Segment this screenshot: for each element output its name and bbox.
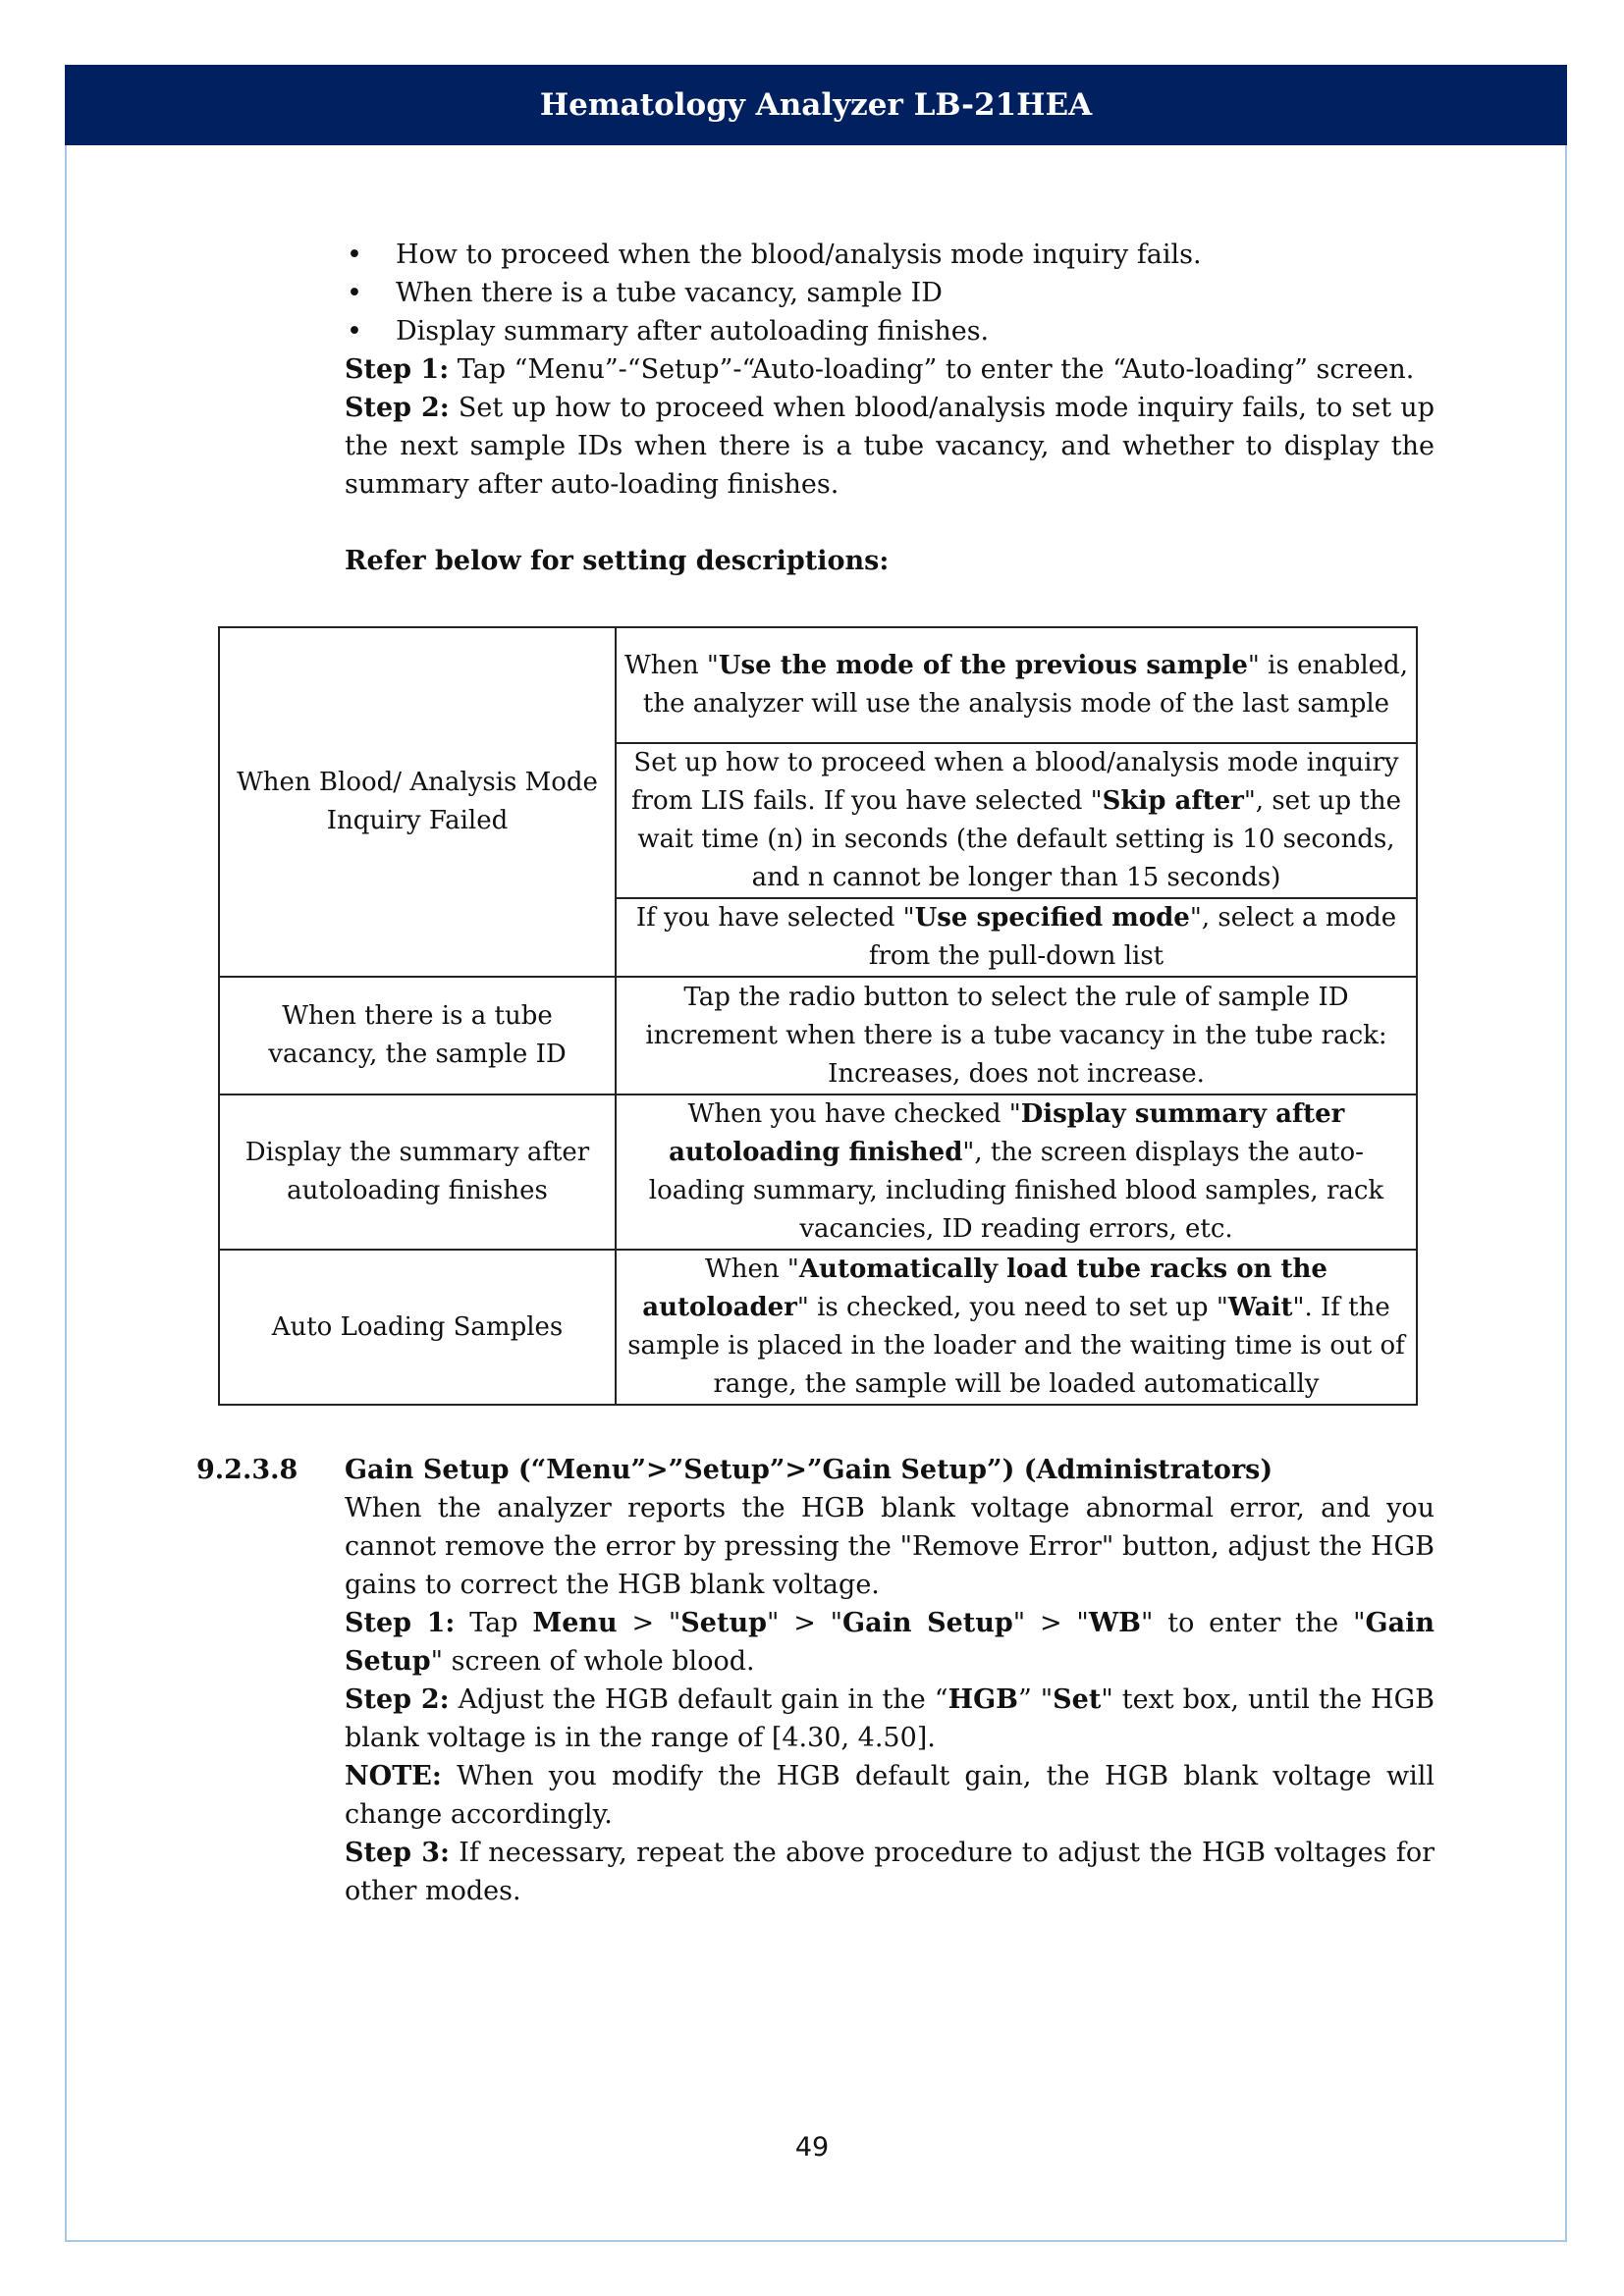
table-cell-description: If you have selected "Use specified mode", select a mode from the pull-down list bbox=[616, 898, 1417, 977]
table-row bbox=[219, 977, 1417, 1095]
bullet-item: • When there is a tube vacancy, sample ID bbox=[345, 274, 1435, 312]
intro-content bbox=[345, 236, 1435, 580]
note: NOTE: When you modify the HGB default gain, the HGB blank voltage will change accordingly. bbox=[345, 1761, 1435, 1830]
section-title: Gain Setup (“Menu”>”Setup”>”Gain Setup”) (Administrators) bbox=[345, 1455, 1273, 1485]
table-cell-label: Auto Loading Samples bbox=[219, 1250, 616, 1405]
table-row bbox=[219, 1095, 1417, 1250]
bullet-item: • How to proceed when the blood/analysis mode inquiry fails. bbox=[345, 236, 1435, 274]
table-cell-description: When "Use the mode of the previous sample" is enabled, the analyzer will use the analysis mode of the last sample bbox=[616, 627, 1417, 743]
bullet-list bbox=[345, 236, 1435, 350]
step-3: Step 3: If necessary, repeat the above procedure to adjust the HGB voltages for other modes. bbox=[345, 1838, 1435, 1906]
settings-table bbox=[218, 626, 1418, 1406]
section-number: 9.2.3.8 bbox=[196, 1455, 298, 1485]
table-cell-description: Set up how to proceed when a blood/analysis mode inquiry from LIS fails. If you have selected "Skip after", set up the wait time (n) in seconds (the default setting is 10 seconds, and n cannot be longer than 15 seconds) bbox=[616, 743, 1417, 898]
step-1: Step 1: Tap Menu > "Setup" > "Gain Setup" > "WB" to enter the "Gain Setup" screen of whole blood. bbox=[345, 1608, 1435, 1677]
document-title: Hematology Analyzer LB-21HEA bbox=[539, 87, 1093, 123]
table-row bbox=[219, 1250, 1417, 1405]
table-row bbox=[219, 627, 1417, 743]
refer-heading: Refer below for setting descriptions: bbox=[345, 546, 890, 576]
gain-setup-section bbox=[196, 1451, 1435, 1910]
table-cell-label: When Blood/ Analysis Mode Inquiry Failed bbox=[219, 627, 616, 977]
bullet-item: • Display summary after autoloading finishes. bbox=[345, 312, 1435, 350]
section-paragraph: When the analyzer reports the HGB blank voltage abnormal error, and you cannot remove the error by pressing the "Remove Error" button, adjust the HGB gains to correct the HGB blank voltage. bbox=[345, 1493, 1435, 1600]
table-cell-description: Tap the radio button to select the rule of sample ID increment when there is a tube vacancy in the tube rack: Increases, does not increase. bbox=[616, 977, 1417, 1095]
step-2: Step 2: Set up how to proceed when blood/analysis mode inquiry fails, to set up the next sample IDs when there is a tube vacancy, and whether to display the summary after auto-loading finishes. bbox=[345, 393, 1435, 500]
step-1: Step 1: Tap “Menu”-“Setup”-“Auto-loading” to enter the “Auto-loading” screen. bbox=[345, 354, 1415, 385]
page-number: 49 bbox=[794, 2132, 830, 2163]
table-cell-label: Display the summary after autoloading finishes bbox=[219, 1095, 616, 1250]
table-cell-description: When "Automatically load tube racks on the autoloader" is checked, you need to set up "Wait". If the sample is placed in the loader and the waiting time is out of range, the sample will be loaded automatically bbox=[616, 1250, 1417, 1405]
table-cell-label: When there is a tube vacancy, the sample ID bbox=[219, 977, 616, 1095]
table-cell-description: When you have checked "Display summary after autoloading finished", the screen displays the auto-loading summary, including finished blood samples, rack vacancies, ID reading errors, etc. bbox=[616, 1095, 1417, 1250]
document-header bbox=[65, 65, 1567, 145]
step-2: Step 2: Adjust the HGB default gain in the “HGB” "Set" text box, until the HGB blank voltage is in the range of [4.30, 4.50]. bbox=[345, 1684, 1435, 1753]
